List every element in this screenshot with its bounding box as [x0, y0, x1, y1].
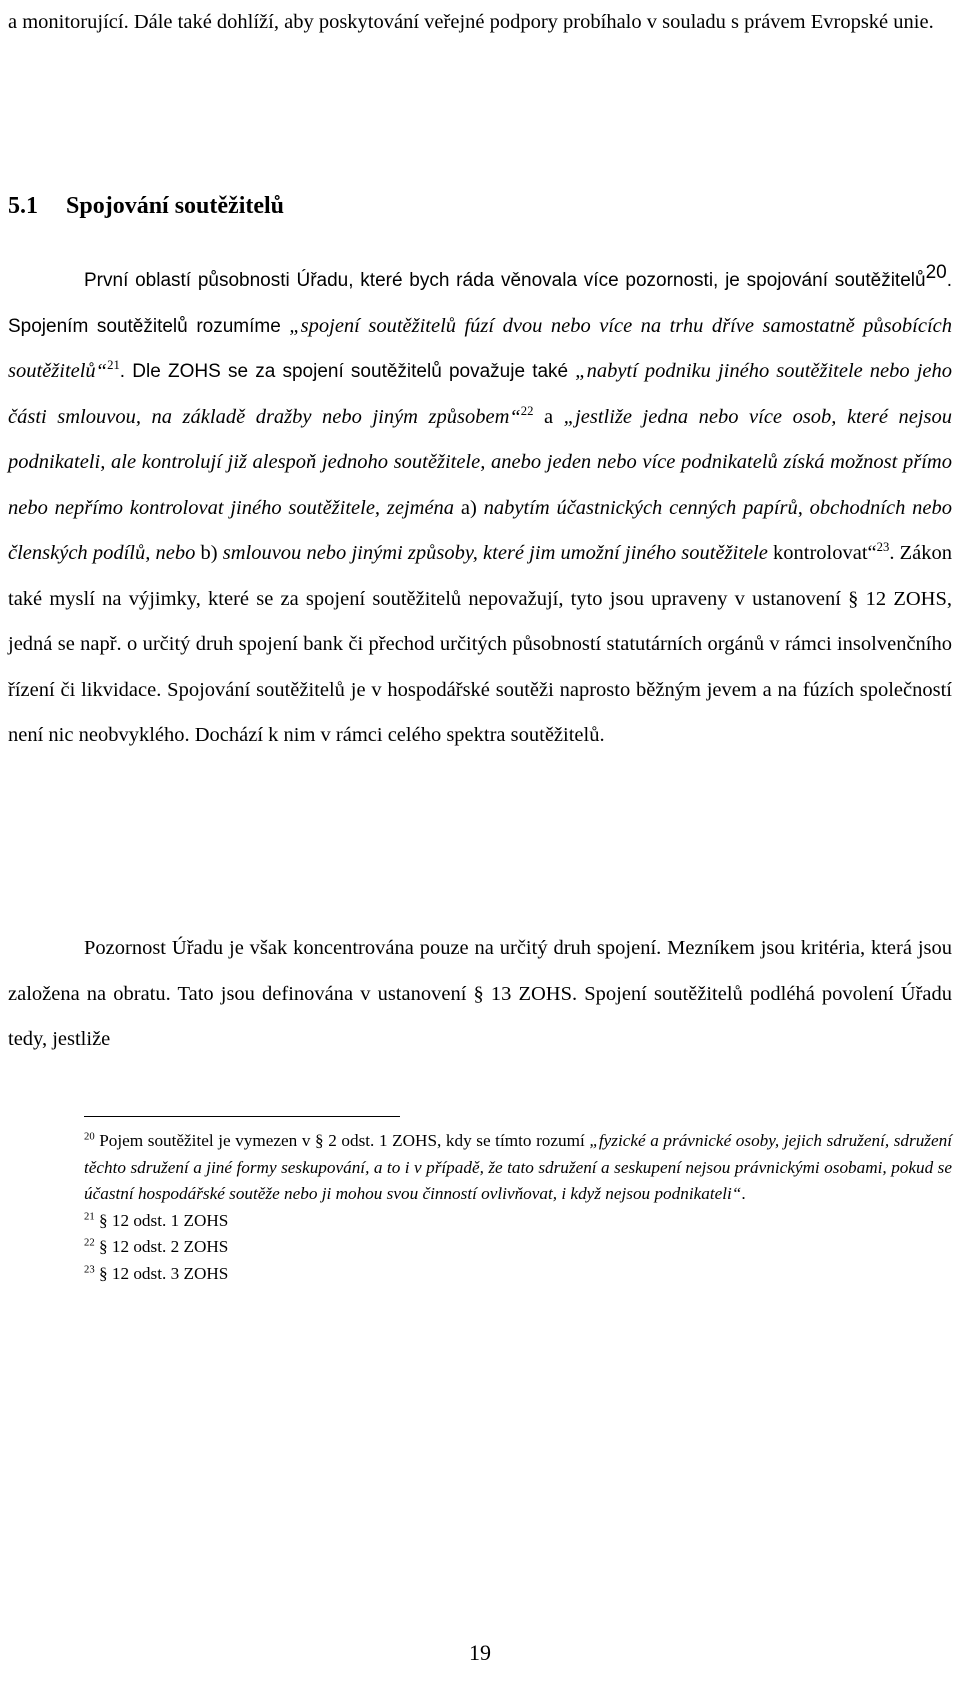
section-number: 5.1	[8, 193, 38, 219]
para1-quote-1: „spojení soutěžitelů fúzí dvou nebo více na trhu dříve samostatně působících soutěžitelů“	[8, 314, 952, 382]
footnote-number: 22	[84, 1237, 95, 1249]
para1-letter-a: a)	[454, 496, 477, 519]
para1-quote-3b: nabytím účastnických cenných papírů, obchodních nebo členských podílů, nebo	[8, 496, 952, 564]
para1-quote-3a: „jestliže jedna nebo více osob, které nejsou podnikateli, ale kontrolují již alespoň jednoho soutěžitele, anebo jeden nebo více podnikatelů získá možnost přímo nebo nepřímo kontrolovat jiného soutěžitele, zejména	[8, 405, 952, 519]
paragraph-mergers	[8, 258, 952, 759]
footnote-separator	[84, 1116, 400, 1117]
para1-quote-3c: smlouvou nebo jinými způsoby, které jim umožní jiného soutěžitele	[217, 542, 768, 564]
para1-quote-3d: kontrolovat“	[767, 542, 877, 564]
footnote-text: Pojem soutěžitel je vymezen v § 2 odst. 1 ZOHS, kdy se tímto rozumí	[94, 1131, 585, 1150]
footnote-number: 23	[84, 1263, 95, 1275]
paragraph-continuation-text: a monitorující. Dále také dohlíží, aby poskytování veřejné podpory probíhalo v souladu s právem Evropské unie.	[8, 11, 934, 33]
para1-part-2: . Spojením soutěžitelů rozumíme	[8, 270, 952, 337]
para1-part-5: . Zákon také myslí na výjimky, které se za spojení soutěžitelů nepovažují, tyto jsou upraveny v ustanovení § 12 ZOHS, jedná se např. o určitý druh spojení bank či přechod určitých působností statutárních orgánů v rámci insolvenčního řízení či likvidace. Spojování soutěžitelů je v hospodářské soutěži naprosto běžným jevem a na fúzích společností není nic neobvyklého. Dochází k nim v rámci celého spektra soutěžitelů.	[8, 542, 952, 746]
section-heading	[8, 186, 284, 226]
footnote-ref-20[interactable]: 20	[925, 262, 947, 284]
footnote-23	[84, 1261, 952, 1288]
paragraph-turnover-text: Pozornost Úřadu je však koncentrována pouze na určitý druh spojení. Mezníkem jsou kritéria, která jsou založena na obratu. Tato jsou definována v ustanovení § 13 ZOHS. Spojení soutěžitelů podléhá povolení Úřadu tedy, jestliže	[8, 937, 952, 1050]
para1-part-3: . Dle ZOHS se za spojení soutěžitelů považuje také	[119, 361, 569, 382]
footnote-21	[84, 1208, 952, 1235]
footnote-22	[84, 1234, 952, 1261]
para1-quote-2: „nabytí podniku jiného soutěžitele nebo jeho části smlouvou, na základě dražby nebo jiným způsobem“	[8, 360, 952, 428]
footnote-number: 21	[84, 1210, 95, 1222]
footnote-20	[84, 1128, 952, 1208]
footnote-ref-23[interactable]: 23	[876, 540, 890, 555]
footnotes	[84, 1128, 952, 1287]
paragraph-turnover	[8, 926, 952, 1063]
footnote-number: 20	[84, 1131, 95, 1143]
para1-part-4: a	[533, 405, 554, 428]
footnote-quote: „fyzické a právnické osoby, jejich sdružení, sdružení těchto sdružení a jiné formy seskupování, a to i v případě, že tato sdružení a seskupení nejsou právnickými osobami, pokud se účastní hospodářské soutěže nebo ji mohou svou činností ovlivňovat, i když nejsou podnikateli“	[84, 1131, 952, 1203]
para1-part-1: První oblastí působnosti Úřadu, které bych ráda věnovala více pozornosti, je spojování soutěžitelů	[84, 270, 926, 291]
footnote-text: § 12 odst. 2 ZOHS	[94, 1237, 229, 1256]
footnote-ref-22[interactable]: 22	[520, 403, 534, 418]
footnote-text: § 12 odst. 1 ZOHS	[94, 1210, 229, 1230]
para1-letter-b: b)	[195, 542, 218, 564]
footnote-ref-21[interactable]: 21	[107, 358, 120, 373]
footnote-end: .	[741, 1184, 746, 1203]
footnote-text: § 12 odst. 3 ZOHS	[94, 1263, 229, 1283]
page-number: 19	[469, 1640, 491, 1665]
paragraph-continuation	[8, 0, 952, 46]
section-title: Spojování soutěžitelů	[66, 193, 285, 219]
